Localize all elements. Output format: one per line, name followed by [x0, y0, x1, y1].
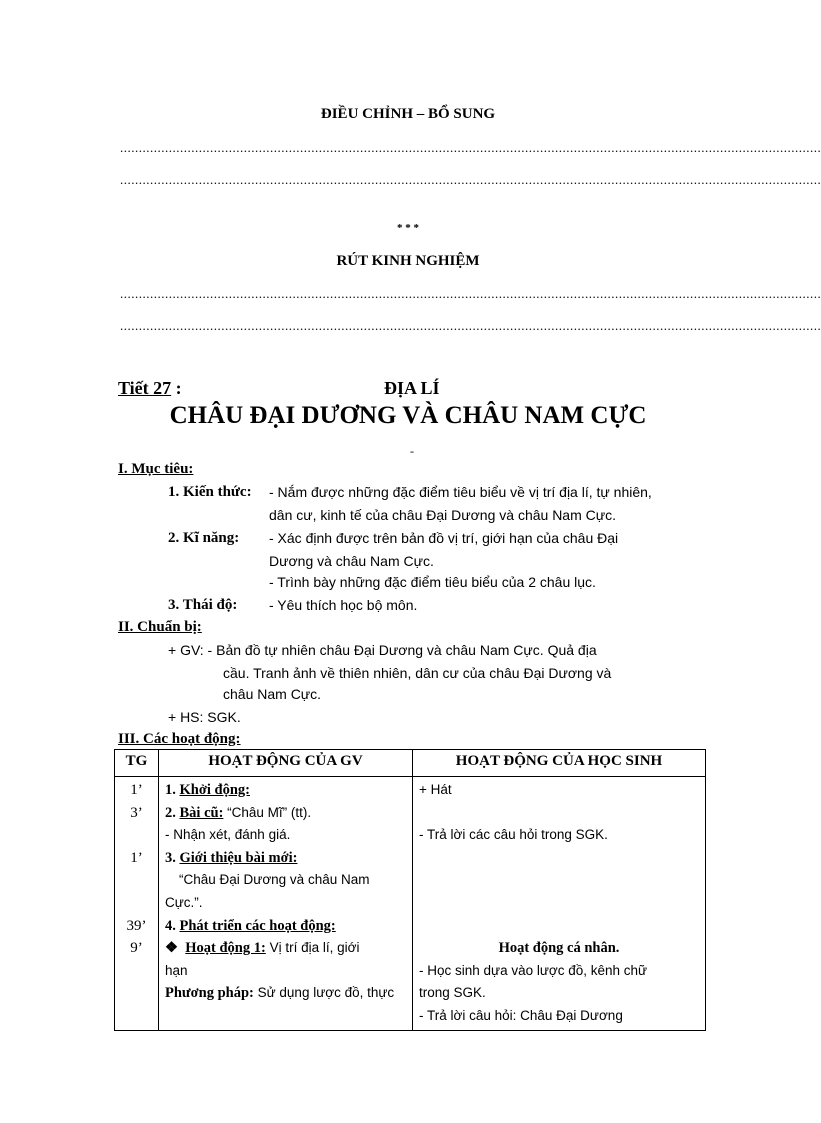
dotted-line: ...........................................................................................................................................................................................	[120, 140, 821, 155]
section-activities-heading: III. Các hoạt động:	[118, 731, 241, 747]
prep-teacher: châu Nam Cực.	[223, 686, 322, 702]
time-value: 1’	[130, 782, 143, 798]
objective-skill-text: - Trình bày những đặc điểm tiêu biểu của 2 châu lục.	[269, 574, 596, 590]
time-value: 9’	[130, 940, 143, 957]
gv-line: Cực.”.	[165, 894, 203, 910]
prep-teacher: cầu. Tranh ảnh về thiên nhiên, dân cư của châu Đại Dương và	[223, 665, 612, 681]
hs-line: trong SGK.	[419, 985, 486, 1001]
dash: -	[410, 444, 414, 458]
activities-table	[114, 749, 706, 1031]
time-value: 3’	[130, 804, 143, 821]
experience-title: RÚT KINH NGHIỆM	[336, 253, 480, 269]
page-title: CHÂU ĐẠI DƯƠNG VÀ CHÂU NAM CỰC	[169, 402, 647, 429]
section-preparation-heading: II. Chuẩn bị:	[118, 619, 202, 635]
objective-attitude-text: - Yêu thích học bộ môn.	[269, 597, 418, 613]
hs-line: - Học sinh dựa vào lược đồ, kênh chữ	[419, 962, 648, 978]
hs-line: - Trả lời các câu hỏi trong SGK.	[419, 827, 608, 843]
gv-line: Phương pháp: Sử dụng lược đồ, thực	[165, 985, 395, 1002]
student-activity-column	[413, 777, 706, 1031]
objective-attitude-label: 3. Thái độ:	[168, 597, 238, 613]
objective-knowledge-text: dân cư, kinh tế của châu Đại Dương và châu Nam Cực.	[269, 507, 617, 523]
table-row	[115, 777, 706, 1031]
header-student: HOẠT ĐỘNG CỦA HỌC SINH	[413, 750, 706, 777]
lesson-colon: :	[171, 378, 182, 398]
teacher-activity-column	[159, 777, 413, 1031]
hs-line: + Hát	[419, 782, 452, 797]
lesson-number	[118, 378, 182, 399]
table-header-row	[115, 750, 706, 777]
hs-line: - Trả lời câu hỏi: Châu Đại Dương	[419, 1007, 623, 1023]
separator: * * *	[397, 222, 419, 234]
gv-line: 4. Phát triển các hoạt động:	[165, 917, 336, 934]
dotted-line: ...........................................................................................................................................................................................	[120, 286, 821, 301]
time-value: 1’	[130, 849, 143, 866]
prep-teacher: + GV: - Bản đồ tự nhiên châu Đại Dương và châu Nam Cực. Quả địa	[168, 642, 597, 658]
hs-line: Hoạt động cá nhân.	[498, 940, 620, 957]
gv-line: hạn	[165, 962, 188, 978]
header-time: TG	[115, 750, 159, 777]
diamond-bullet-icon: ❖	[165, 940, 178, 957]
section-objectives-heading: I. Mục tiêu:	[118, 461, 194, 477]
time-value: 39’	[126, 917, 147, 934]
dotted-line: ...........................................................................................................................................................................................	[120, 172, 821, 187]
lesson-label: Tiết 27	[118, 378, 172, 398]
objective-skill-label: 2. Kĩ năng:	[168, 530, 240, 546]
gv-line: 3. Giới thiệu bài mới:	[165, 849, 298, 866]
header-teacher: HOẠT ĐỘNG CỦA GV	[159, 750, 413, 777]
gv-line: “Châu Đại Dương và châu Nam	[179, 872, 370, 888]
gv-line: 1. Khởi động:	[165, 782, 250, 798]
dotted-line: ...........................................................................................................................................................................................	[120, 318, 821, 333]
prep-student: + HS: SGK.	[168, 709, 241, 725]
gv-line: 2. Bài cũ: “Châu Mĩ” (tt).	[165, 804, 312, 821]
gv-line: - Nhận xét, đánh giá.	[165, 827, 291, 843]
gv-line: ❖ Hoạt động 1: Vị trí địa lí, giới	[165, 940, 360, 957]
time-column	[115, 777, 159, 1031]
objective-skill-text: - Xác định được trên bản đồ vị trí, giới hạn của châu Đại	[269, 530, 619, 546]
objective-knowledge-text: - Nắm được những đặc điểm tiêu biểu về vị trí địa lí, tự nhiên,	[269, 484, 652, 500]
subject-title: ĐỊA LÍ	[384, 378, 440, 398]
objective-knowledge-label: 1. Kiến thức:	[168, 484, 252, 500]
objective-skill-text: Dương và châu Nam Cực.	[269, 553, 434, 569]
adjust-title: ĐIỀU CHỈNH – BỔ SUNG	[320, 106, 496, 122]
